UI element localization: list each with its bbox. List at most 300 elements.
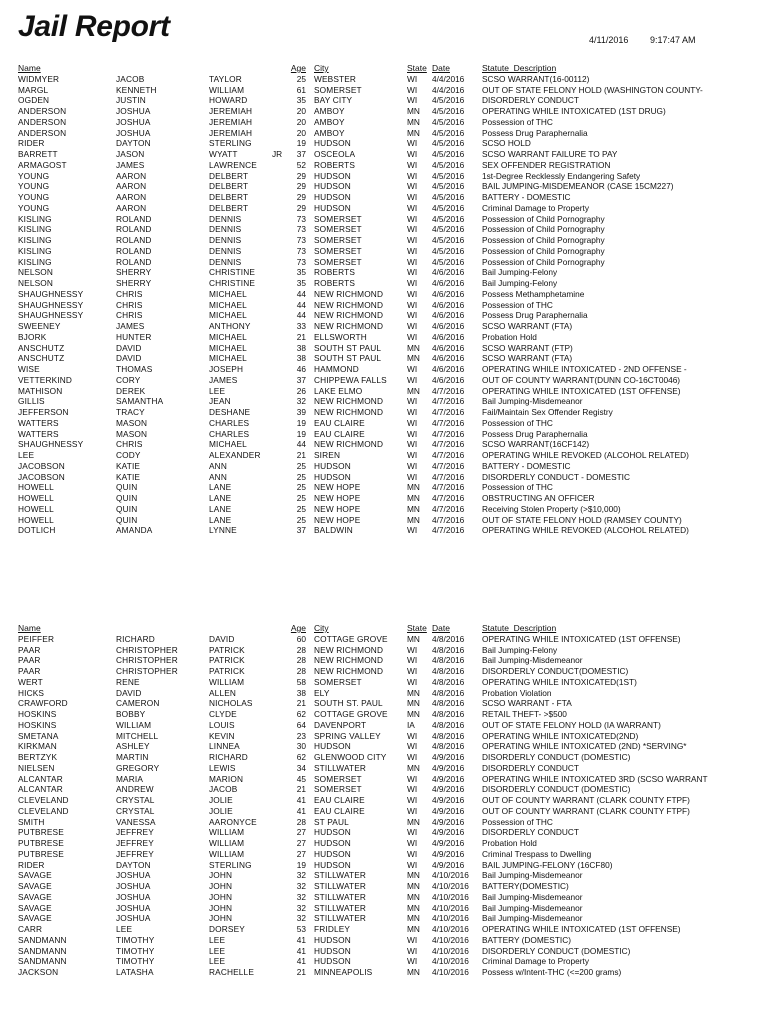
record-row <box>0 860 768 871</box>
record-middle-name: JOHN <box>209 870 233 881</box>
record-row <box>0 774 768 785</box>
record-statute-description: DISORDERLY CONDUCT - DOMESTIC <box>482 471 630 482</box>
record-state: WI <box>407 471 418 482</box>
record-row <box>0 504 768 515</box>
record-age: 38 <box>296 687 306 698</box>
record-booking-date: 4/8/2016 <box>432 719 465 730</box>
record-state: IA <box>407 719 415 730</box>
record-booking-date: 4/9/2016 <box>432 816 465 827</box>
record-middle-name: TAYLOR <box>209 73 242 84</box>
record-state: MN <box>407 902 420 913</box>
record-statute-description: DISORDERLY CONDUCT (DOMESTIC) <box>482 784 631 795</box>
record-last-name: NIELSEN <box>18 762 55 773</box>
record-city: STILLWATER <box>314 913 367 924</box>
record-middle-name: MICHAEL <box>209 288 247 299</box>
record-middle-name: MICHAEL <box>209 310 247 321</box>
record-city: GLENWOOD CITY <box>314 752 387 762</box>
record-statute-description: DISORDERLY CONDUCT (DOMESTIC) <box>482 752 631 762</box>
record-state: WI <box>407 827 418 838</box>
record-age: 29 <box>296 181 306 192</box>
record-booking-date: 4/9/2016 <box>432 784 465 795</box>
record-booking-date: 4/9/2016 <box>432 848 465 859</box>
record-middle-name: JOHN <box>209 881 233 891</box>
record-booking-date: 4/7/2016 <box>432 385 465 396</box>
record-city: SPRING VALLEY <box>314 730 381 741</box>
record-city: HUDSON <box>314 827 351 838</box>
record-middle-name: STERLING <box>209 138 252 149</box>
record-last-name: CRAWFORD <box>18 698 68 709</box>
record-state: WI <box>407 331 418 342</box>
record-last-name: WATTERS <box>18 428 59 439</box>
record-first-name: TIMOTHY <box>116 945 155 956</box>
record-booking-date: 4/8/2016 <box>432 676 465 687</box>
record-row <box>0 461 768 472</box>
record-state: MN <box>407 633 420 644</box>
record-row <box>0 913 768 924</box>
record-state: MN <box>407 967 420 977</box>
record-row <box>0 117 768 128</box>
record-age: 29 <box>296 170 306 181</box>
record-age: 25 <box>296 493 306 503</box>
record-row <box>0 525 768 536</box>
record-statute-description: OPERATING WHILE INTOXICATED - 2ND OFFENSE - <box>482 364 687 374</box>
record-statute-description: Fail/Maintain Sex Offender Registry <box>482 407 613 417</box>
record-age: 41 <box>296 805 306 816</box>
record-statute-description: BAIL JUMPING-MISDEMEANOR (CASE 15CM227) <box>482 181 674 192</box>
record-row <box>0 439 768 450</box>
record-state: WI <box>407 256 418 267</box>
record-middle-name: PATRICK <box>209 644 245 655</box>
record-last-name: HOWELL <box>18 503 54 514</box>
record-state: WI <box>407 181 418 192</box>
record-booking-date: 4/6/2016 <box>432 267 465 278</box>
record-first-name: CHRIS <box>116 299 143 310</box>
record-last-name: ANDERSON <box>18 106 67 116</box>
record-first-name: JEFFREY <box>116 848 154 859</box>
record-city: HUDSON <box>314 192 351 202</box>
record-first-name: QUIN <box>116 514 138 525</box>
record-last-name: YOUNG <box>18 192 50 202</box>
record-row <box>0 849 768 860</box>
record-middle-name: JEAN <box>209 396 231 407</box>
record-city: STILLWATER <box>314 902 367 913</box>
record-age: 28 <box>296 816 306 827</box>
record-city: ROBERTS <box>314 159 356 170</box>
record-booking-date: 4/10/2016 <box>432 881 469 891</box>
record-row <box>0 300 768 311</box>
record-state: WI <box>407 956 418 967</box>
record-booking-date: 4/8/2016 <box>432 698 465 709</box>
record-age: 19 <box>296 417 306 428</box>
record-city: OSCEOLA <box>314 149 356 159</box>
record-first-name: CHRISTOPHER <box>116 666 178 676</box>
record-middle-name: DELBERT <box>209 170 249 181</box>
record-age: 28 <box>296 666 306 676</box>
record-middle-name: CHRISTINE <box>209 267 256 278</box>
record-booking-date: 4/10/2016 <box>432 945 469 956</box>
record-age: 19 <box>296 428 306 439</box>
record-row <box>0 267 768 278</box>
record-first-name: ROLAND <box>116 235 152 245</box>
record-age: 32 <box>296 881 306 891</box>
record-booking-date: 4/8/2016 <box>432 655 465 666</box>
record-statute-description: Possession of Child Pornography <box>482 256 605 267</box>
record-first-name: KENNETH <box>116 84 157 95</box>
record-first-name: CHRISTOPHER <box>116 644 178 655</box>
record-first-name: JOSHUA <box>116 870 151 881</box>
record-last-name: SWEENEY <box>18 321 61 331</box>
record-middle-name: LEE <box>209 945 226 956</box>
record-booking-date: 4/4/2016 <box>432 73 465 84</box>
record-statute-description: Bail Jumping-Misdemeanor <box>482 913 583 924</box>
record-row <box>0 429 768 440</box>
record-row <box>0 698 768 709</box>
record-first-name: ROLAND <box>116 256 152 267</box>
record-row <box>0 85 768 96</box>
record-city: SOMERSET <box>314 773 362 784</box>
record-middle-name: LEE <box>209 934 226 945</box>
record-first-name: KATIE <box>116 471 141 482</box>
record-city: SIREN <box>314 450 341 460</box>
record-statute-description: OUT OF STATE FELONY HOLD (RAMSEY COUNTY) <box>482 514 682 525</box>
record-state: WI <box>407 213 418 224</box>
record-age: 21 <box>296 698 306 709</box>
record-state: MN <box>407 482 420 493</box>
record-city: ROBERTS <box>314 267 356 278</box>
record-statute-description: Possession of THC <box>482 417 553 428</box>
record-city: ST PAUL <box>314 816 349 827</box>
record-booking-date: 4/8/2016 <box>432 644 465 655</box>
record-city: SOMERSET <box>314 256 362 267</box>
record-city: NEW RICHMOND <box>314 407 384 417</box>
record-statute-description: DISORDERLY CONDUCT <box>482 762 579 773</box>
record-statute-description: OPERATING WHILE INTOXICATED(1ST) <box>482 676 637 687</box>
record-row <box>0 375 768 386</box>
record-statute-description: SCSO HOLD <box>482 138 531 149</box>
record-age: 29 <box>296 192 306 202</box>
record-state: WI <box>407 644 418 655</box>
record-state: WI <box>407 428 418 439</box>
record-city: AMBOY <box>314 116 345 127</box>
record-last-name: YOUNG <box>18 181 50 192</box>
record-middle-name: RACHELLE <box>209 967 255 977</box>
record-city: HAMMOND <box>314 364 359 374</box>
record-middle-name: CHARLES <box>209 428 250 439</box>
record-last-name: SAVAGE <box>18 891 52 902</box>
record-state: WI <box>407 192 418 202</box>
record-first-name: JUSTIN <box>116 95 146 106</box>
record-last-name: BJORK <box>18 331 47 342</box>
record-middle-name: DENNIS <box>209 256 242 267</box>
record-statute-description: Possession of Child Pornography <box>482 245 605 256</box>
record-middle-name: JOLIE <box>209 805 233 816</box>
record-state: WI <box>407 795 418 805</box>
record-booking-date: 4/10/2016 <box>432 891 469 902</box>
record-first-name: THOMAS <box>116 364 153 374</box>
record-booking-date: 4/5/2016 <box>432 245 465 256</box>
record-booking-date: 4/7/2016 <box>432 417 465 428</box>
record-last-name: RIDER <box>18 138 45 149</box>
record-statute-description: OUT OF STATE FELONY HOLD (IA WARRANT) <box>482 719 661 730</box>
record-first-name: DAYTON <box>116 138 151 149</box>
record-first-name: ROLAND <box>116 224 152 235</box>
record-row <box>0 224 768 235</box>
record-first-name: RENE <box>116 676 140 687</box>
report-title: Jail Report <box>18 10 170 43</box>
record-booking-date: 4/5/2016 <box>432 213 465 224</box>
record-row <box>0 138 768 149</box>
record-city: NEW HOPE <box>314 493 361 503</box>
record-last-name: HOSKINS <box>18 709 57 719</box>
record-city: NEW HOPE <box>314 503 361 514</box>
record-city: HUDSON <box>314 848 351 859</box>
record-city: NEW RICHMOND <box>314 655 384 666</box>
record-row <box>0 655 768 666</box>
record-booking-date: 4/7/2016 <box>432 503 465 514</box>
record-booking-date: 4/10/2016 <box>432 934 469 945</box>
record-middle-name: JOHN <box>209 902 233 913</box>
record-booking-date: 4/6/2016 <box>432 288 465 299</box>
record-middle-name: WILLIAM <box>209 84 245 95</box>
record-statute-description: SCSO WARRANT(16-00112) <box>482 73 590 84</box>
record-last-name: JEFFERSON <box>18 407 69 417</box>
record-booking-date: 4/5/2016 <box>432 202 465 213</box>
record-booking-date: 4/5/2016 <box>432 116 465 127</box>
record-middle-name: MICHAEL <box>209 353 247 364</box>
record-last-name: PEIFFER <box>18 633 55 644</box>
record-booking-date: 4/8/2016 <box>432 730 465 741</box>
record-first-name: ROLAND <box>116 213 152 224</box>
column-header-name: Name <box>18 623 41 633</box>
record-first-name: MARTIN <box>116 752 149 762</box>
record-last-name: NELSON <box>18 267 54 278</box>
record-row <box>0 289 768 300</box>
record-middle-name: DENNIS <box>209 245 242 256</box>
record-middle-name: JOHN <box>209 891 233 902</box>
record-age: 37 <box>296 149 306 159</box>
record-booking-date: 4/9/2016 <box>432 805 465 816</box>
record-row <box>0 967 768 978</box>
record-state: MN <box>407 514 420 525</box>
record-row <box>0 784 768 795</box>
record-row <box>0 364 768 375</box>
record-age: 20 <box>296 127 306 138</box>
record-state: MN <box>407 709 420 719</box>
record-row <box>0 827 768 838</box>
record-middle-name: PATRICK <box>209 666 245 676</box>
record-last-name: LEE <box>18 450 35 460</box>
record-city: NEW RICHMOND <box>314 644 384 655</box>
record-age: 28 <box>296 655 306 666</box>
column-header-statute: Statute_Description <box>482 623 557 633</box>
record-age: 73 <box>296 245 306 256</box>
record-state: MN <box>407 687 420 698</box>
record-last-name: SHAUGHNESSY <box>18 288 84 299</box>
record-first-name: CODY <box>116 450 141 460</box>
record-statute-description: Criminal Damage to Property <box>482 956 589 967</box>
record-booking-date: 4/6/2016 <box>432 310 465 321</box>
record-city: ELY <box>314 687 330 698</box>
record-city: NEW RICHMOND <box>314 666 384 676</box>
record-statute-description: Bail Jumping-Misdemeanor <box>482 891 583 902</box>
record-age: 28 <box>296 644 306 655</box>
record-first-name: DAVID <box>116 687 142 698</box>
record-row <box>0 870 768 881</box>
record-middle-name: WILLIAM <box>209 676 245 687</box>
record-last-name: SAVAGE <box>18 913 52 924</box>
record-city: HUDSON <box>314 741 351 752</box>
column-header-date: Date <box>432 623 450 633</box>
record-statute-description: SCSO WARRANT (FTA) <box>482 321 573 331</box>
record-first-name: ROLAND <box>116 245 152 256</box>
record-state: MN <box>407 881 420 891</box>
record-last-name: PAAR <box>18 655 41 666</box>
record-age: 32 <box>296 902 306 913</box>
record-age: 27 <box>296 838 306 848</box>
record-last-name: MATHISON <box>18 385 63 396</box>
record-age: 25 <box>296 471 306 482</box>
record-last-name: JACKSON <box>18 967 59 977</box>
record-statute-description: Possession of Child Pornography <box>482 213 605 224</box>
record-last-name: KISLING <box>18 213 52 224</box>
record-booking-date: 4/6/2016 <box>432 321 465 331</box>
record-row <box>0 343 768 354</box>
record-middle-name: RICHARD <box>209 752 248 762</box>
record-state: WI <box>407 784 418 795</box>
record-booking-date: 4/5/2016 <box>432 138 465 149</box>
record-age: 25 <box>296 482 306 493</box>
record-state: WI <box>407 859 418 870</box>
record-age: 62 <box>296 752 306 762</box>
record-age: 45 <box>296 773 306 784</box>
record-middle-name: LANE <box>209 514 232 525</box>
column-header-date: Date <box>432 63 450 73</box>
record-row <box>0 149 768 160</box>
record-city: HUDSON <box>314 181 351 192</box>
record-first-name: KATIE <box>116 460 141 471</box>
record-booking-date: 4/10/2016 <box>432 956 469 967</box>
record-age: 35 <box>296 278 306 288</box>
record-first-name: CORY <box>116 374 141 385</box>
record-last-name: CARR <box>18 924 43 934</box>
record-row <box>0 720 768 731</box>
record-statute-description: Criminal Trespass to Dwelling <box>482 848 592 859</box>
record-state: MN <box>407 385 420 396</box>
record-age: 41 <box>296 795 306 805</box>
record-city: COTTAGE GROVE <box>314 633 388 644</box>
record-statute-description: OPERATING WHILE REVOKED (ALCOHOL RELATED) <box>482 450 689 460</box>
record-statute-description: Possession of Child Pornography <box>482 235 605 245</box>
record-statute-description: OUT OF COUNTY WARRANT(DUNN CO-16CT0046) <box>482 374 681 385</box>
record-row <box>0 321 768 332</box>
column-header-statute: Statute_Description <box>482 63 557 73</box>
record-middle-name: WILLIAM <box>209 848 245 859</box>
record-first-name: TIMOTHY <box>116 956 155 967</box>
record-age: 37 <box>296 525 306 536</box>
record-booking-date: 4/6/2016 <box>432 331 465 342</box>
column-header-row <box>0 623 768 634</box>
record-statute-description: Possess Methamphetamine <box>482 288 585 299</box>
report-section-2 <box>0 623 768 978</box>
record-state: WI <box>407 773 418 784</box>
record-booking-date: 4/5/2016 <box>432 192 465 202</box>
record-state: MN <box>407 816 420 827</box>
record-state: WI <box>407 170 418 181</box>
record-middle-name: LANE <box>209 503 232 514</box>
record-first-name: TIMOTHY <box>116 934 155 945</box>
record-row <box>0 353 768 364</box>
record-age: 41 <box>296 945 306 956</box>
record-state: WI <box>407 945 418 956</box>
record-age: 73 <box>296 235 306 245</box>
record-state: WI <box>407 224 418 235</box>
record-middle-name: JEREMIAH <box>209 127 253 138</box>
record-city: STILLWATER <box>314 891 367 902</box>
column-header-age: Age <box>290 63 306 73</box>
record-city: HUDSON <box>314 934 351 945</box>
record-booking-date: 4/6/2016 <box>432 342 465 353</box>
record-row <box>0 806 768 817</box>
record-age: 19 <box>296 138 306 149</box>
record-statute-description: OPERATING WHILE INTOXICATED (1ST DRUG) <box>482 106 666 116</box>
record-statute-description: Possess Drug Paraphernalia <box>482 428 588 439</box>
record-age: 53 <box>296 924 306 934</box>
record-age: 41 <box>296 956 306 967</box>
record-booking-date: 4/5/2016 <box>432 181 465 192</box>
record-last-name: HOWELL <box>18 493 54 503</box>
record-first-name: JEFFREY <box>116 838 154 848</box>
record-statute-description: Possess Drug Paraphernalia <box>482 127 588 138</box>
record-list <box>0 634 768 978</box>
record-first-name: GREGORY <box>116 762 160 773</box>
record-state: MN <box>407 116 420 127</box>
record-booking-date: 4/5/2016 <box>432 256 465 267</box>
record-middle-name: LANE <box>209 493 232 503</box>
record-last-name: KISLING <box>18 256 52 267</box>
record-city: COTTAGE GROVE <box>314 709 388 719</box>
record-row <box>0 128 768 139</box>
record-row <box>0 956 768 967</box>
record-state: WI <box>407 84 418 95</box>
record-city: NEW RICHMOND <box>314 396 384 407</box>
record-first-name: CHRIS <box>116 288 143 299</box>
record-last-name: SAVAGE <box>18 902 52 913</box>
record-middle-name: JEREMIAH <box>209 116 253 127</box>
record-booking-date: 4/5/2016 <box>432 149 465 159</box>
record-state: WI <box>407 741 418 752</box>
record-age: 73 <box>296 224 306 235</box>
record-age: 20 <box>296 106 306 116</box>
record-age: 58 <box>296 676 306 687</box>
record-middle-name: CHARLES <box>209 417 250 428</box>
record-middle-name: ANN <box>209 471 227 482</box>
record-row <box>0 515 768 526</box>
record-state: MN <box>407 762 420 773</box>
record-first-name: JAMES <box>116 321 145 331</box>
report-time: 9:17:47 AM <box>650 35 696 45</box>
record-city: SOMERSET <box>314 224 362 235</box>
record-last-name: SANDMANN <box>18 945 67 956</box>
record-first-name: CHRIS <box>116 439 143 450</box>
record-last-name: CLEVELAND <box>18 795 69 805</box>
record-state: WI <box>407 666 418 676</box>
record-middle-name: JOLIE <box>209 795 233 805</box>
record-age: 29 <box>296 202 306 213</box>
record-age: 35 <box>296 95 306 106</box>
record-row <box>0 74 768 85</box>
record-last-name: KISLING <box>18 245 52 256</box>
record-first-name: HUNTER <box>116 331 152 342</box>
